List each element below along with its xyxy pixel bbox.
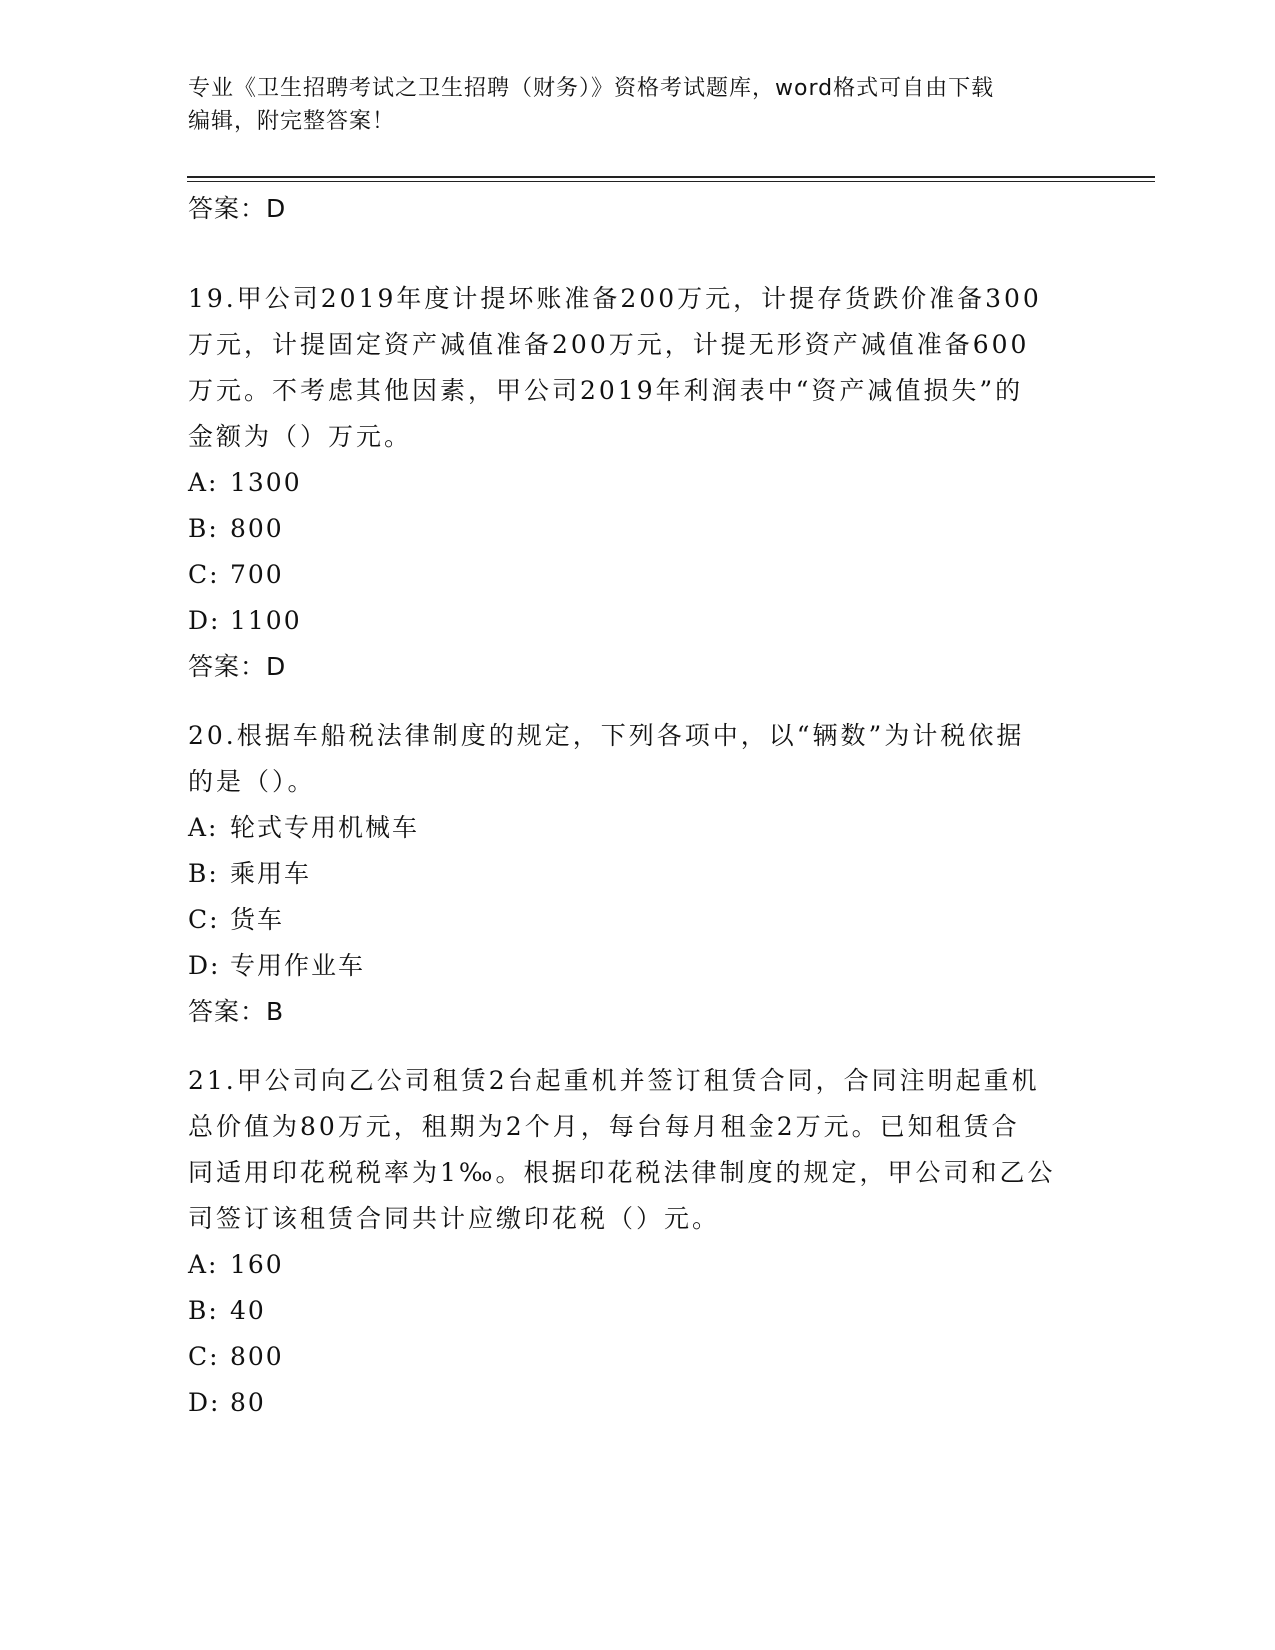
option-d bbox=[188, 943, 1088, 989]
option-value: 轮式专用机械车 bbox=[230, 813, 420, 842]
option-c bbox=[188, 552, 1088, 598]
question-line: 19.甲公司2019年度计提坏账准备200万元，计提存货跌价准备300 bbox=[188, 284, 1042, 313]
question-line: 同适用印花税税率为1‰。根据印花税法律制度的规定，甲公司和乙公 bbox=[188, 1158, 1056, 1187]
question-line: 万元。不考虑其他因素，甲公司2019年利润表中“资产减值损失”的 bbox=[188, 376, 1024, 405]
option-c bbox=[188, 897, 1088, 943]
option-key: B: bbox=[188, 859, 219, 888]
question-21 bbox=[188, 1058, 1088, 1426]
option-key: A: bbox=[188, 468, 219, 497]
option-c bbox=[188, 1334, 1088, 1380]
option-key: D: bbox=[188, 606, 221, 635]
question-line: 21.甲公司向乙公司租赁2台起重机并签订租赁合同，合同注明起重机 bbox=[188, 1066, 1040, 1095]
header-line-1: 专业《卫生招聘考试之卫生招聘（财务）》资格考试题库，word格式可自由下载 bbox=[188, 76, 995, 101]
question-line: 金额为（）万元。 bbox=[188, 422, 413, 451]
question-line: 20.根据车船税法律制度的规定，下列各项中，以“辆数”为计税依据 bbox=[188, 721, 1025, 750]
option-key: D: bbox=[188, 1388, 221, 1417]
option-b bbox=[188, 506, 1088, 552]
option-value: 40 bbox=[230, 1296, 266, 1325]
option-b bbox=[188, 851, 1088, 897]
option-value: 700 bbox=[230, 560, 284, 589]
option-key: C: bbox=[188, 905, 220, 934]
option-key: C: bbox=[188, 1342, 220, 1371]
question-line: 的是（）。 bbox=[188, 767, 316, 796]
header-line-2: 编辑，附完整答案！ bbox=[188, 109, 396, 134]
answer-label: 答案：D bbox=[188, 194, 287, 223]
question-20 bbox=[188, 713, 1088, 1035]
option-value: 800 bbox=[230, 514, 284, 543]
option-a bbox=[188, 805, 1088, 851]
option-b bbox=[188, 1288, 1088, 1334]
option-key: A: bbox=[188, 813, 219, 842]
answer-label: 答案：D bbox=[188, 652, 287, 681]
question-line: 总价值为80万元，租期为2个月，每台每月租金2万元。已知租赁合 bbox=[188, 1112, 1020, 1141]
option-value: 1100 bbox=[230, 606, 302, 635]
option-value: 1300 bbox=[230, 468, 302, 497]
header-divider-thin bbox=[187, 181, 1155, 182]
question-text bbox=[188, 713, 1088, 805]
option-key: C: bbox=[188, 560, 220, 589]
question-19 bbox=[188, 276, 1088, 690]
option-value: 80 bbox=[230, 1388, 266, 1417]
option-value: 800 bbox=[230, 1342, 284, 1371]
option-a bbox=[188, 460, 1088, 506]
option-key: D: bbox=[188, 951, 221, 980]
option-d bbox=[188, 598, 1088, 644]
question-line: 万元，计提固定资产减值准备200万元，计提无形资产减值准备600 bbox=[188, 330, 1030, 359]
option-value: 货车 bbox=[230, 905, 285, 934]
option-value: 乘用车 bbox=[230, 859, 312, 888]
option-key: B: bbox=[188, 1296, 219, 1325]
header-divider-thick bbox=[187, 176, 1155, 178]
option-d bbox=[188, 1380, 1088, 1426]
previous-answer bbox=[188, 186, 1088, 232]
answer-label: 答案：B bbox=[188, 997, 285, 1026]
option-a bbox=[188, 1242, 1088, 1288]
question-text bbox=[188, 1058, 1088, 1242]
document-header bbox=[188, 72, 1068, 138]
question-text bbox=[188, 276, 1088, 460]
option-key: A: bbox=[188, 1250, 219, 1279]
option-value: 160 bbox=[230, 1250, 284, 1279]
option-value: 专用作业车 bbox=[230, 951, 366, 980]
option-key: B: bbox=[188, 514, 219, 543]
question-line: 司签订该租赁合同共计应缴印花税（）元。 bbox=[188, 1204, 721, 1233]
